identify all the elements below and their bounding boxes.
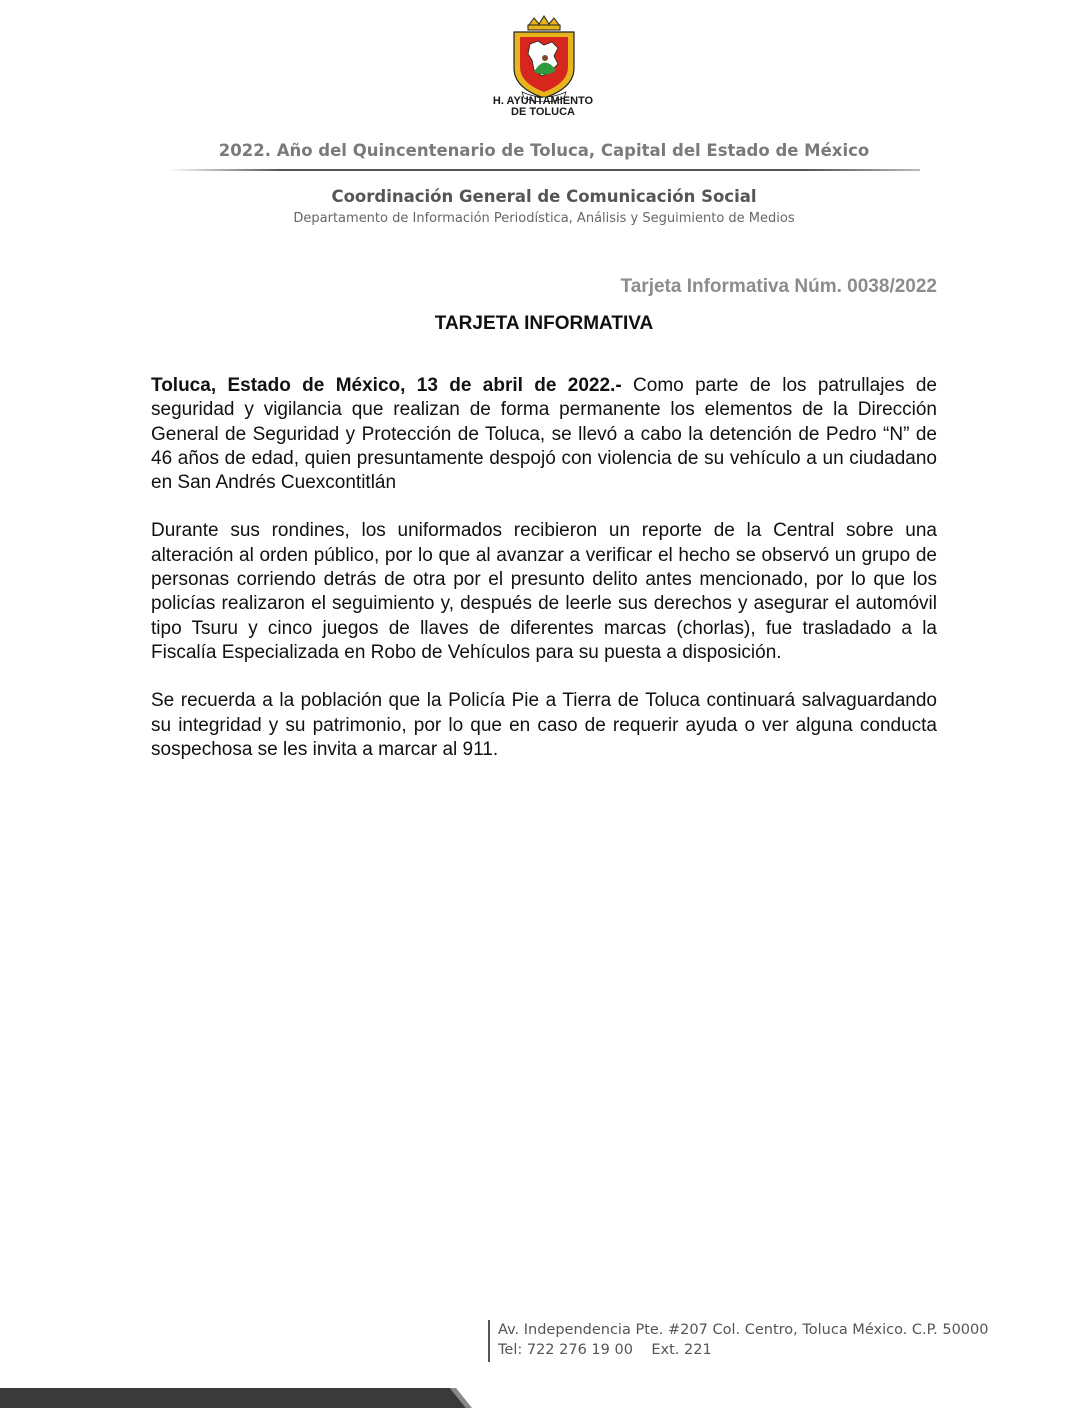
paragraph-1 [151,374,937,495]
logo-caption-line1: H. AYUNTAMIENTO [492,95,594,107]
dateline: Toluca, Estado de México, 13 de abril de 2022.- [151,375,622,396]
paragraph-1-text: Como parte de los patrullajes de seguridad y vigilancia que realizan de forma permanente los elementos de la Dirección General de Seguridad y Protección de Toluca, se llevó a cabo la detención de Pedro “N” de 46 años de edad, quien presuntamente despojó con violencia de su vehículo a un ciudadano en San Andrés Cuexcontitlán [151,375,937,494]
footer-address: Av. Independencia Pte. #207 Col. Centro, Toluca México. C.P. 50000 [498,1322,989,1338]
header-divider [168,169,920,171]
department-name: Departamento de Información Periodística, Análisis y Seguimiento de Medios [293,211,795,226]
document-body [151,374,937,786]
document-title: TARJETA INFORMATIVA [434,313,654,334]
footer-phone: Tel: 722 276 19 00 Ext. 221 [498,1342,712,1358]
year-motto: 2022. Año del Quincentenario de Toluca, Capital del Estado de México [218,141,870,160]
paragraph-3: Se recuerda a la población que la Policía Pie a Tierra de Toluca continuará salvaguardando su integridad y su patrimonio, por lo que en caso de requerir ayuda o ver alguna conducta sospechosa se les invita a marcar al 911. [151,690,937,760]
logo-caption-line2: DE TOLUCA [511,106,575,118]
paragraph-2: Durante sus rondines, los uniformados recibieron un reporte de la Central sobre una alteración al orden público, por lo que al avanzar a verificar el hecho se observó un grupo de personas corriendo detrás de otra por el presunto delito antes mencionado, por lo que los policías realizaron el seguimiento y, después de leerle sus derechos y asegurar el automóvil tipo Tsuru y cinco juegos de llaves de diferentes marcas (chorlas), fue trasladado a la Fiscalía Especializada en Robo de Vehículos para su puesta a disposición. [151,520,937,663]
logo [478,14,608,124]
coordination-name: Coordinación General de Comunicación Social [331,187,757,206]
footer-contact [498,1320,988,1360]
bottom-band [0,1384,1088,1408]
card-number: Tarjeta Informativa Núm. 0038/2022 [620,276,937,297]
footer-divider [488,1320,490,1362]
toluca-coat-of-arms-icon [508,14,580,102]
